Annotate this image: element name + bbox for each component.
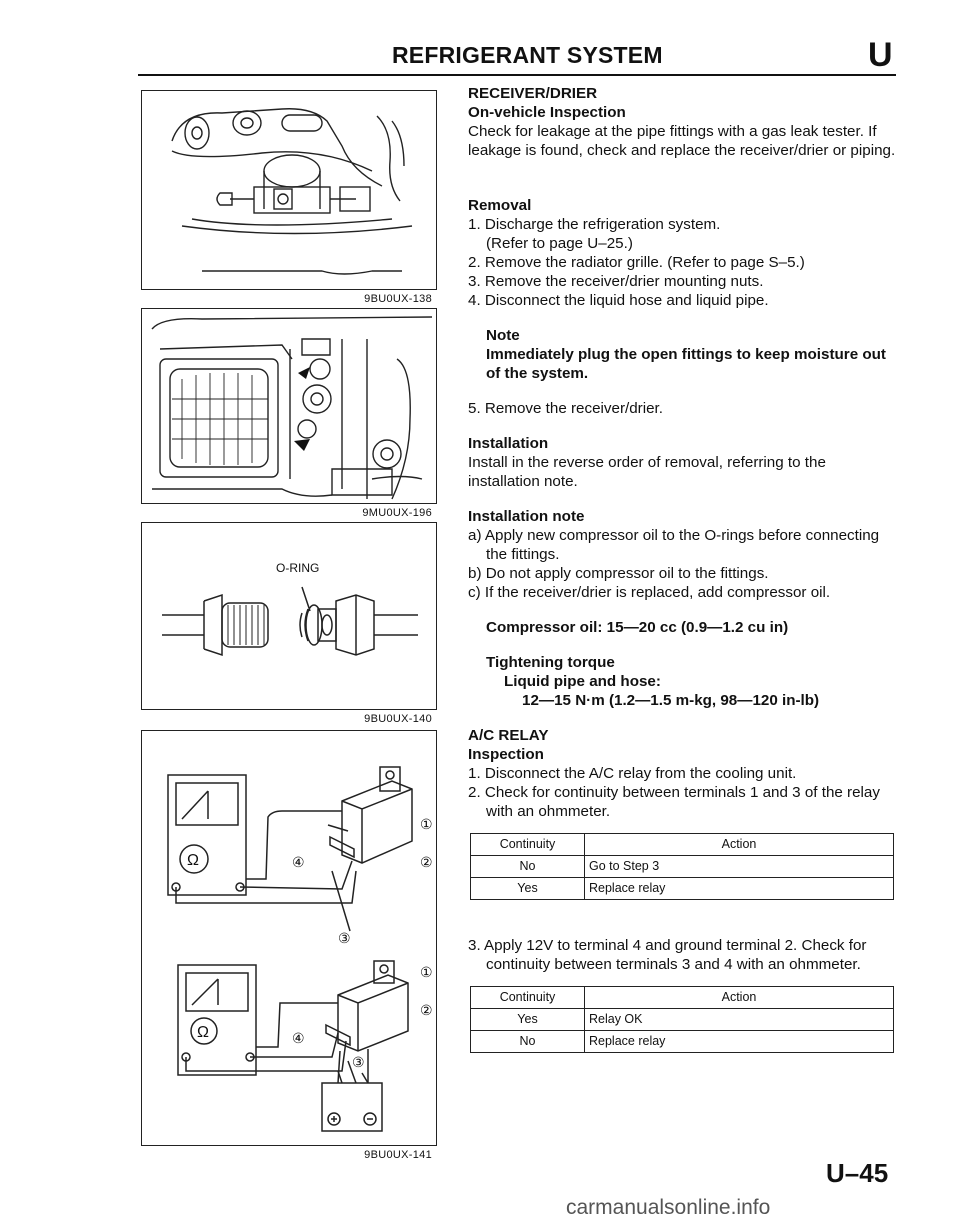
text-column xyxy=(468,84,898,1053)
section-heading-ac-relay: A/C RELAY xyxy=(468,727,549,744)
svg-text:③: ③ xyxy=(352,1054,365,1070)
figure-ac-relay-test xyxy=(141,730,437,1161)
note-text: Immediately plug the open fittings to keep moisture out of the system. xyxy=(486,346,886,382)
figure-code: 9MU0UX-196 xyxy=(362,507,432,519)
removal-step: 1. Discharge the refrigeration system. xyxy=(468,216,721,233)
upper-callouts xyxy=(187,816,433,946)
page-title: REFRIGERANT SYSTEM xyxy=(392,42,663,68)
svg-text:②: ② xyxy=(420,1002,433,1018)
o-ring-fittings-illustration xyxy=(142,523,438,711)
table-row xyxy=(471,878,894,900)
receiver-drier-location-illustration xyxy=(142,309,438,505)
table-cell: Go to Step 3 xyxy=(585,856,894,878)
table-cell: Replace relay xyxy=(585,1031,894,1053)
subheading-inspection: Inspection xyxy=(468,746,544,763)
table-row xyxy=(471,856,894,878)
installation-text: Install in the reverse order of removal, referring to the installation note. xyxy=(468,454,826,490)
svg-text:④: ④ xyxy=(292,854,305,870)
torque-value: 12—15 N·m (1.2—1.5 m-kg, 98—120 in-lb) xyxy=(522,692,820,709)
installation-note-item: b) Do not apply compressor oil to the fittings. xyxy=(468,565,769,582)
inspection-step: 2. Check for continuity between terminals 1 and 3 of the relay with an ohmmeter. xyxy=(468,784,880,820)
table-cell: Yes xyxy=(471,1009,585,1031)
inspection-step: 3. Apply 12V to terminal 4 and ground terminal 2. Check for continuity between terminals 3 and 4 with an ohmmeter. xyxy=(468,937,867,973)
table-header-row xyxy=(471,834,894,856)
removal-step: 5. Remove the receiver/drier. xyxy=(468,400,663,417)
receiver-drier-mount-illustration xyxy=(142,91,438,291)
torque-item: Liquid pipe and hose: xyxy=(504,673,661,690)
figure-receiver-drier-location xyxy=(141,308,437,519)
subheading-onvehicle-inspection: On-vehicle Inspection xyxy=(468,104,626,121)
removal-step: (Refer to page U–25.) xyxy=(486,235,633,252)
figure-code: 9BU0UX-140 xyxy=(364,713,432,725)
section-letter: U xyxy=(868,36,893,74)
removal-step: 2. Remove the radiator grille. (Refer to page S–5.) xyxy=(468,254,805,271)
removal-step: 4. Disconnect the liquid hose and liquid pipe. xyxy=(468,292,769,309)
table-row xyxy=(471,1009,894,1031)
page-number: U–45 xyxy=(826,1158,889,1188)
table-header-row xyxy=(471,987,894,1009)
watermark: carmanualsonline.info xyxy=(566,1196,771,1219)
svg-text:③: ③ xyxy=(338,930,351,946)
table-header-cell: Action xyxy=(585,987,894,1009)
figure-code: 9BU0UX-141 xyxy=(364,1149,432,1161)
compressor-oil-spec: Compressor oil: 15—20 cc (0.9—1.2 cu in) xyxy=(486,619,789,636)
table-header-cell: Continuity xyxy=(471,987,585,1009)
table-header-cell: Continuity xyxy=(471,834,585,856)
svg-text:①: ① xyxy=(420,816,433,832)
inspection-step: 1. Disconnect the A/C relay from the cooling unit. xyxy=(468,765,797,782)
svg-text:②: ② xyxy=(420,854,433,870)
svg-text:Ω: Ω xyxy=(187,852,199,869)
svg-text:Ω: Ω xyxy=(197,1024,209,1041)
svg-text:④: ④ xyxy=(292,1030,305,1046)
removal-step: 3. Remove the receiver/drier mounting nuts. xyxy=(468,273,764,290)
table-cell: No xyxy=(471,856,585,878)
figure-code: 9BU0UX-138 xyxy=(364,293,432,305)
continuity-table-2 xyxy=(470,986,894,1053)
installation-note-item: a) Apply new compressor oil to the O-rings before connecting the fittings. xyxy=(468,527,880,563)
header-rule xyxy=(138,74,896,76)
lower-callouts xyxy=(197,964,433,1070)
figure-receiver-drier-mounting xyxy=(141,90,437,305)
ac-relay-test-illustration xyxy=(142,731,438,1147)
svg-text:①: ① xyxy=(420,964,433,980)
onvehicle-inspection-text: Check for leakage at the pipe fittings with a gas leak tester. If leakage is found, check and replace the receiver/drier or piping. xyxy=(468,123,896,159)
table-cell: Relay OK xyxy=(585,1009,894,1031)
subheading-installation-note: Installation note xyxy=(468,508,585,525)
table-cell: Replace relay xyxy=(585,878,894,900)
subheading-removal: Removal xyxy=(468,197,532,214)
table-row xyxy=(471,1031,894,1053)
table-cell: No xyxy=(471,1031,585,1053)
installation-note-item: c) If the receiver/drier is replaced, add compressor oil. xyxy=(468,584,831,601)
subheading-installation: Installation xyxy=(468,435,549,452)
o-ring-label: O-RING xyxy=(276,561,320,575)
continuity-table-1 xyxy=(470,833,894,900)
torque-heading: Tightening torque xyxy=(486,654,615,671)
table-header-cell: Action xyxy=(585,834,894,856)
section-heading-receiver-drier: RECEIVER/DRIER xyxy=(468,85,598,102)
figure-o-ring-fittings xyxy=(141,522,437,725)
note-heading: Note xyxy=(486,327,520,344)
table-cell: Yes xyxy=(471,878,585,900)
